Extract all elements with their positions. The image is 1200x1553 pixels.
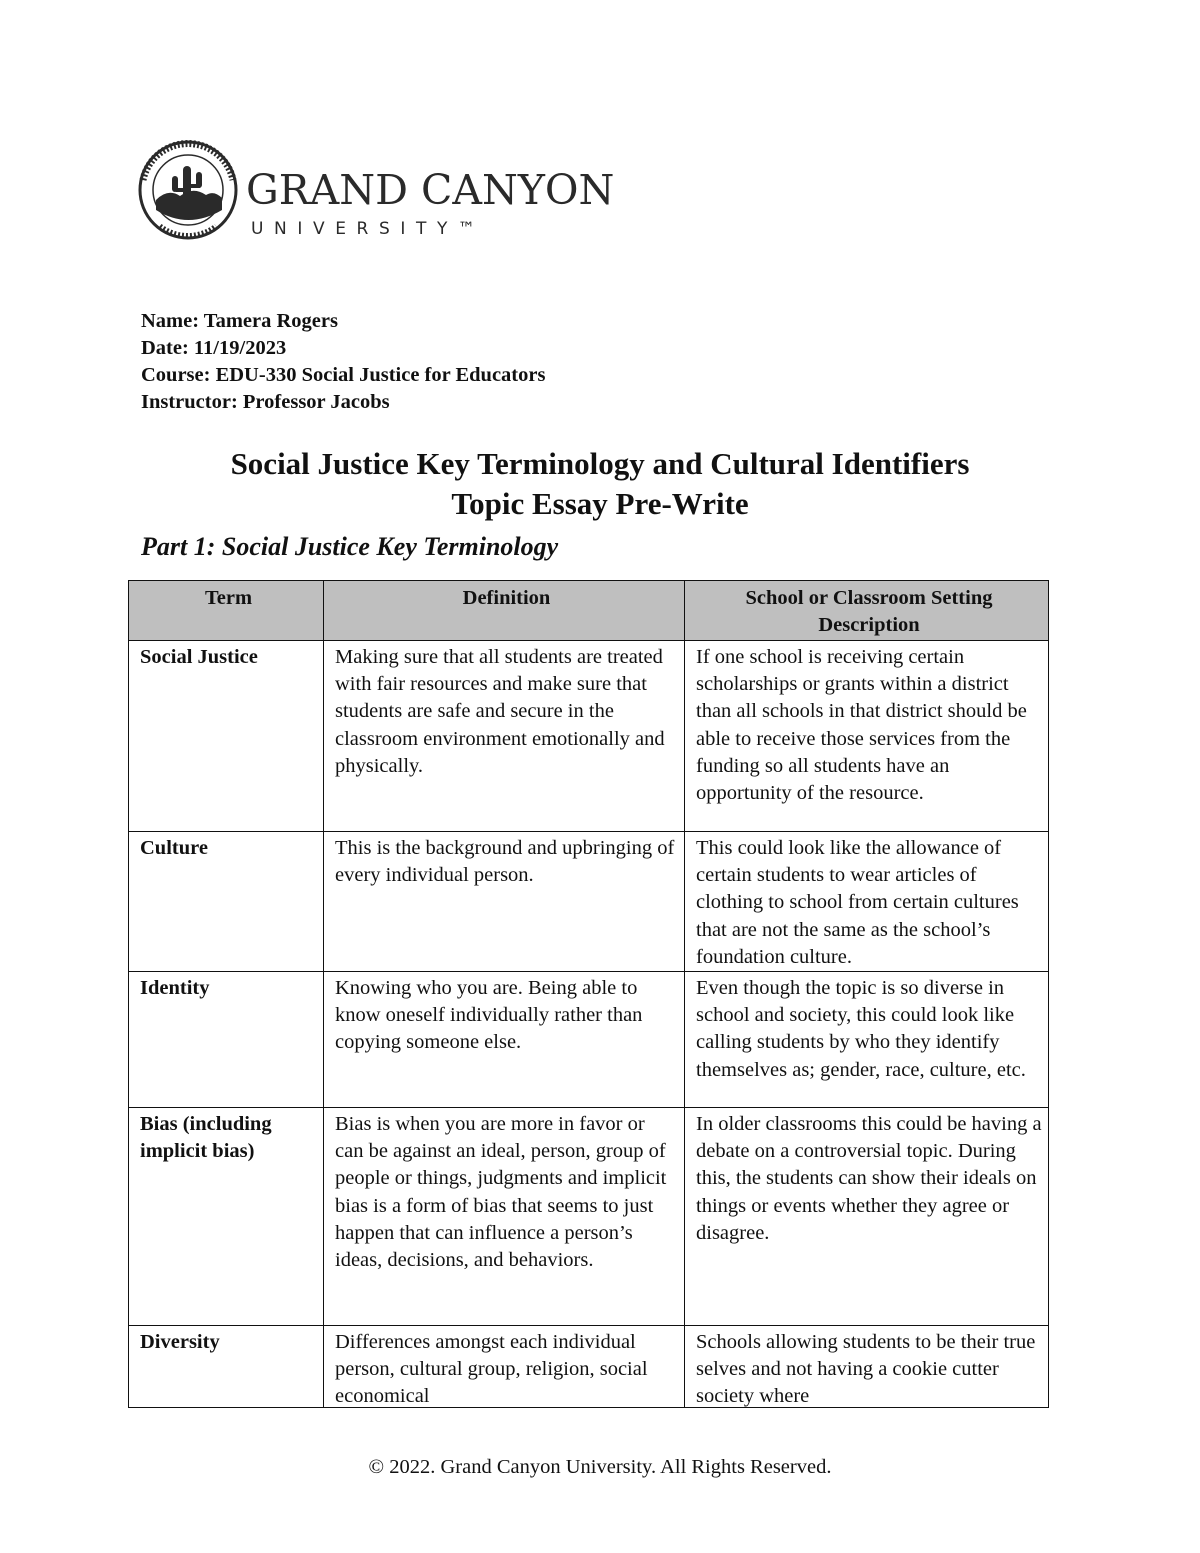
instructor-name: Instructor: Professor Jacobs [141,391,390,413]
definition-cell: Knowing who you are. Being able to know oneself individually rather than copying someone else. [324,972,685,1108]
table-row [129,972,1049,1108]
copyright-footer: © 2022. Grand Canyon University. All Rights Reserved. [368,1456,832,1478]
definition-cell: Bias is when you are more in favor or can be against an ideal, person, group of people or things, judgments and implicit bias is a form of bias that seems to just happen that can influence a person’s ideas, decisions, and behaviors. [324,1108,685,1326]
term-cell: Social Justice [129,641,324,832]
description-cell: In older classrooms this could be having a debate on a controversial topic. During this, the students can show their ideals on things or events whether they agree or disagree. [685,1108,1049,1326]
table-row [129,1326,1049,1408]
definition-cell: This is the background and upbringing of every individual person. [324,832,685,972]
table-row [129,641,1049,832]
student-name: Name: Tamera Rogers [141,310,338,332]
term-cell: Bias (including implicit bias) [129,1108,324,1326]
university-seal-icon [138,140,242,240]
term-cell: Culture [129,832,324,972]
document-title: Social Justice Key Terminology and Cultural Identifiers [230,446,970,481]
definition-cell: Making sure that all students are treated with fair resources and make sure that students are safe and secure in the classroom environment emotionally and physically. [324,641,685,832]
term-cell [129,1326,324,1408]
description-cell: This could look like the allowance of certain students to wear articles of clothing to school from certain cultures that are not the same as the school’s foundation culture. [685,832,1049,972]
table-row [129,832,1049,972]
document-subtitle: Topic Essay Pre-Write [451,486,749,521]
description-cell: Even though the topic is so diverse in school and society, this could look like calling students by who they identify themselves as; gender, race, culture, etc. [685,972,1049,1108]
term-text: Diversity [140,1331,220,1354]
part-1-heading: Part 1: Social Justice Key Terminology [141,532,559,561]
definition-text: Differences amongst each individual person, cultural group, religion, social economical [335,1331,648,1408]
header-term: Term [129,581,324,641]
course-name: Course: EDU-330 Social Justice for Educators [141,364,546,386]
description-text: Schools allowing students to be their true selves and not having a cookie cutter society where [696,1331,1036,1408]
logo-wordmark-line-2: UNIVERSITY™ [251,219,486,239]
header-description: School or Classroom Setting Description [685,581,1049,641]
table-header-row [129,581,1049,641]
student-info [141,308,545,416]
logo-wordmark-line-1: GRAND CANYON [246,166,615,214]
university-logo [138,140,615,240]
table-row [129,1108,1049,1326]
terminology-table [128,580,1049,1408]
term-cell: Identity [129,972,324,1108]
definition-cell [324,1326,685,1408]
description-cell [685,1326,1049,1408]
description-cell: If one school is receiving certain scholarships or grants within a district than all schools in that district should be able to receive those services from the funding so all students have an opportunity of the resource. [685,641,1049,832]
header-definition: Definition [324,581,685,641]
submission-date: Date: 11/19/2023 [141,337,287,359]
